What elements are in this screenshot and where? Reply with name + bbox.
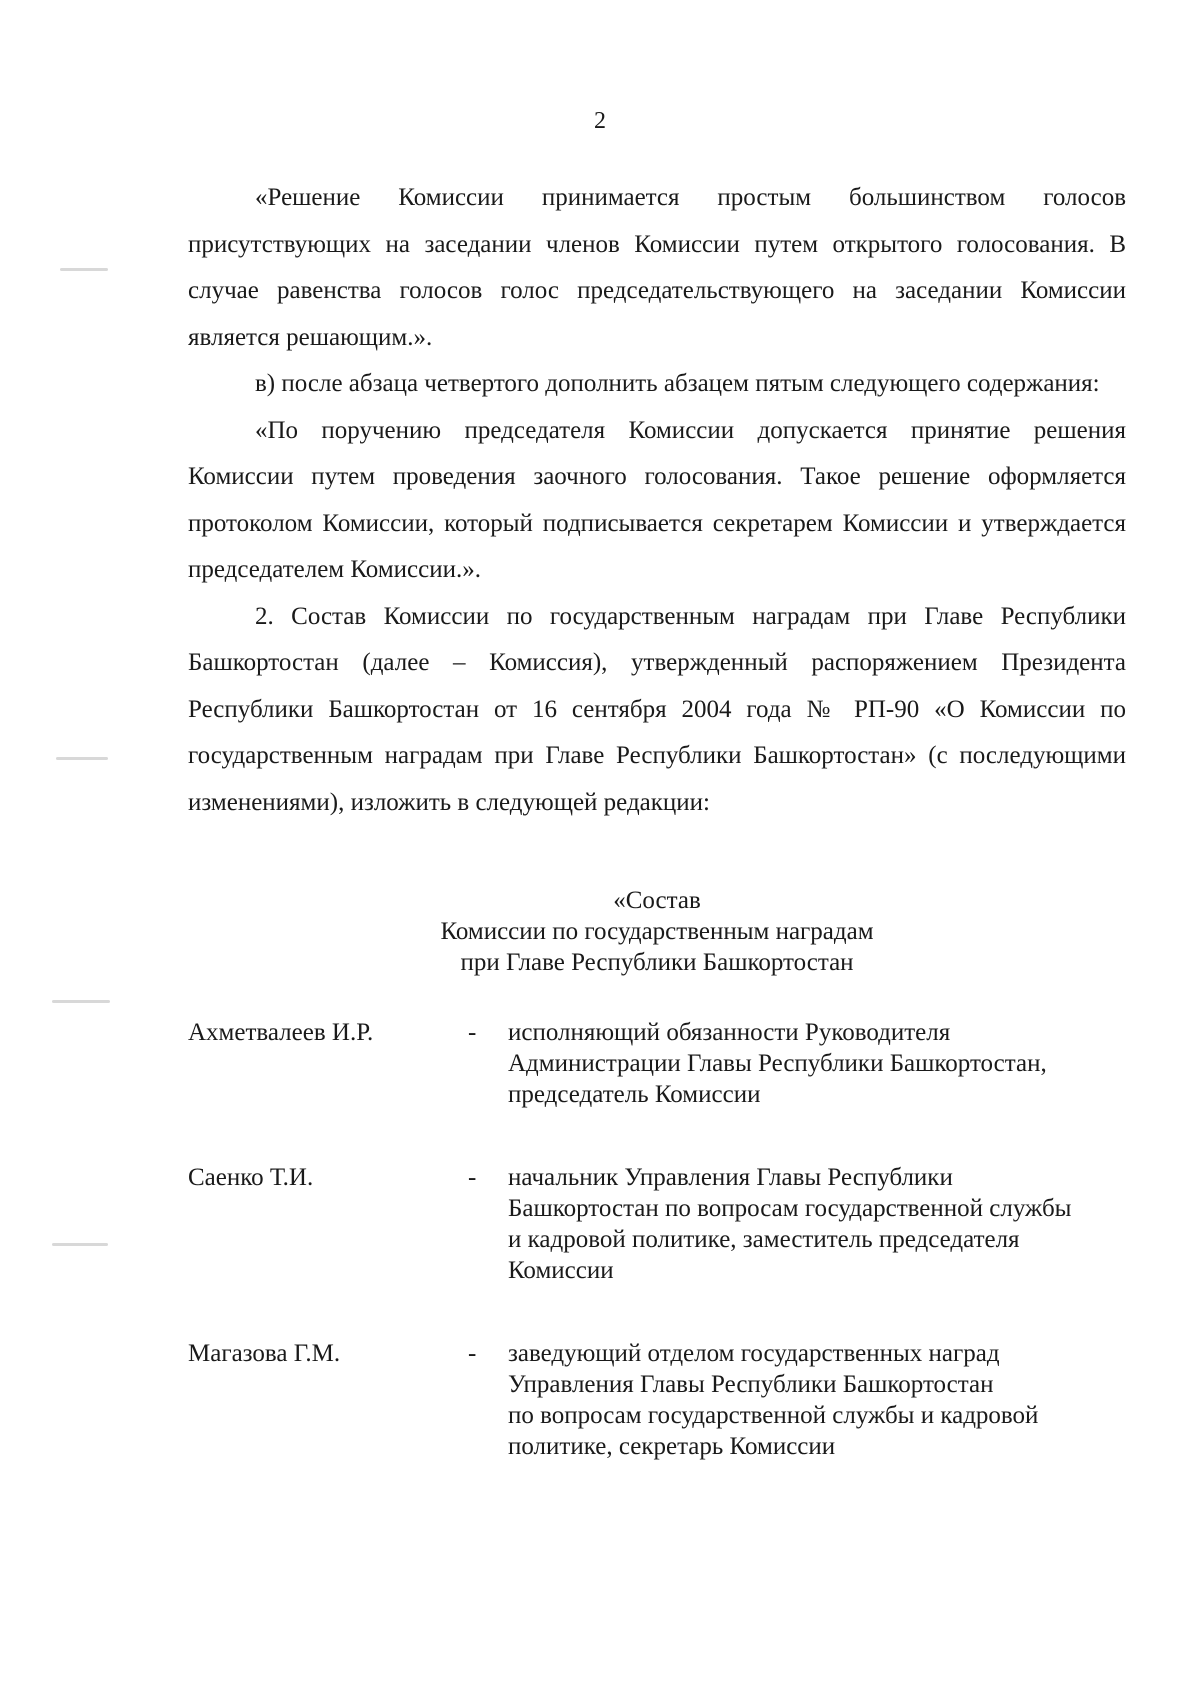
page-number: 2 bbox=[594, 108, 606, 134]
scan-artifact bbox=[60, 268, 108, 271]
paragraph: 2. Состав Комиссии по государственным наградам при Главе Республики Башкортостан (далее – Комиссия), утвержденный распоряжением Президента Республики Башкортостан от 16 сентября 2004 года № РП-90 «О Комиссии по государственным наградам при Главе Республики Башкортостан» (с последующими изменениями), изложить в следующей редакции: bbox=[188, 602, 1126, 816]
paragraph: в) после абзаца четвертого дополнить абзацем пятым следующего содержания: bbox=[255, 370, 1100, 397]
position-line: начальник Управления Главы Республики bbox=[508, 1164, 953, 1191]
scan-artifact bbox=[52, 1243, 108, 1246]
position-line: председатель Комиссии bbox=[508, 1081, 761, 1108]
member-dash: - bbox=[468, 1164, 477, 1191]
scan-artifact bbox=[52, 1000, 110, 1003]
position-line: политике, секретарь Комиссии bbox=[508, 1433, 836, 1460]
scan-artifact bbox=[56, 757, 108, 760]
position-line: и кадровой политике, заместитель председателя bbox=[508, 1226, 1020, 1253]
heading-line: при Главе Республики Башкортостан bbox=[460, 949, 854, 976]
member-row bbox=[188, 1162, 1138, 1286]
member-position bbox=[508, 1017, 1148, 1110]
member-dash: - bbox=[468, 1340, 477, 1367]
member-list bbox=[188, 1017, 1138, 1462]
heading-line: Комиссии по государственным наградам bbox=[440, 918, 874, 945]
member-position bbox=[508, 1162, 1148, 1286]
member-dash: - bbox=[468, 1019, 477, 1046]
position-line: Управления Главы Республики Башкортостан bbox=[508, 1371, 994, 1398]
position-line: Администрации Главы Республики Башкортостан, bbox=[508, 1050, 1047, 1077]
member-row bbox=[188, 1017, 1138, 1110]
member-name: Саенко Т.И. bbox=[188, 1164, 314, 1191]
position-line: по вопросам государственной службы и кадровой bbox=[508, 1402, 1039, 1429]
paragraph: «Решение Комиссии принимается простым большинством голосов присутствующих на заседании членов Комиссии путем открытого голосования. В случае равенства голосов голос председательствующего на заседании Комиссии является решающим.». bbox=[188, 184, 1126, 351]
member-name: Ахметвалеев И.Р. bbox=[188, 1019, 374, 1046]
composition-heading bbox=[188, 885, 1126, 978]
position-line: Башкортостан по вопросам государственной службы bbox=[508, 1195, 1072, 1222]
position-line: заведующий отделом государственных наград bbox=[508, 1340, 1000, 1367]
document-body bbox=[188, 175, 1126, 826]
member-row bbox=[188, 1338, 1138, 1462]
paragraph: «По поручению председателя Комиссии допускается принятие решения Комиссии путем проведения заочного голосования. Такое решение оформляется протоколом Комиссии, который подписывается секретарем Комиссии и утверждается председателем Комиссии.». bbox=[188, 416, 1126, 583]
member-name: Магазова Г.М. bbox=[188, 1340, 341, 1367]
heading-line: «Состав bbox=[613, 887, 701, 914]
member-position bbox=[508, 1338, 1148, 1462]
position-line: Комиссии bbox=[508, 1257, 614, 1284]
position-line: исполняющий обязанности Руководителя bbox=[508, 1019, 951, 1046]
